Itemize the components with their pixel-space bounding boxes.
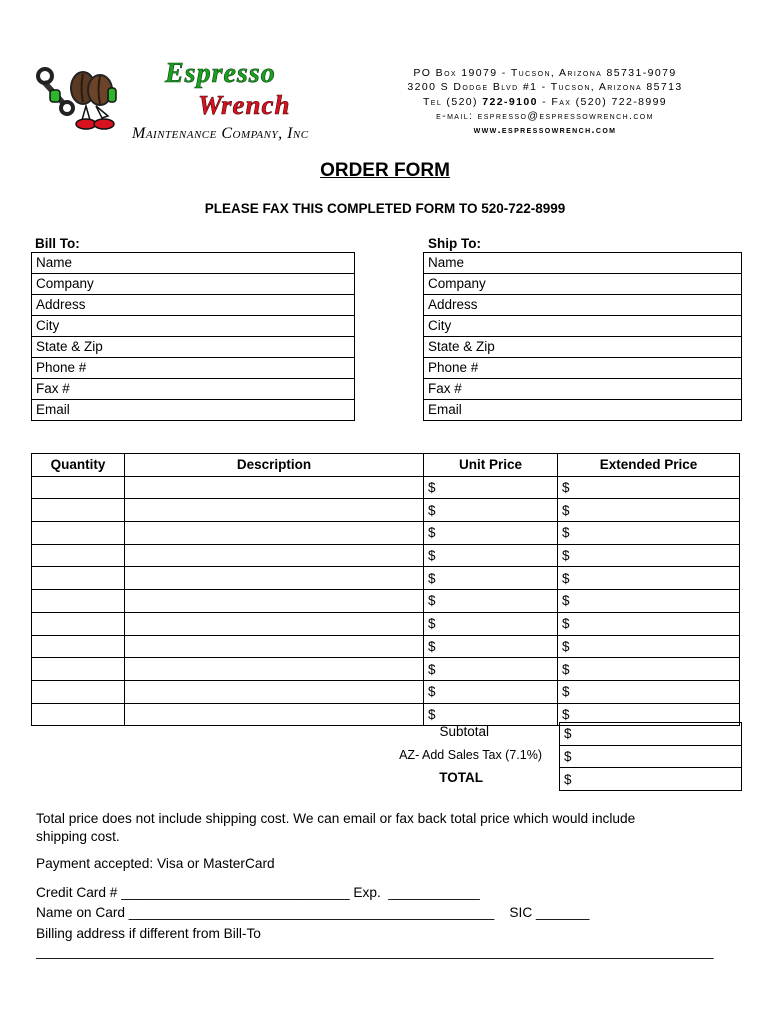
quantity-cell[interactable] <box>32 499 125 522</box>
subtotal-value-field[interactable]: $ <box>560 723 742 746</box>
description-cell[interactable] <box>125 544 424 567</box>
sales-tax-label <box>360 748 542 762</box>
company-address-block <box>360 66 730 137</box>
quantity-cell[interactable] <box>32 658 125 681</box>
unit-price-cell[interactable]: $ <box>424 703 558 726</box>
bill-to-state-zip-field[interactable]: State & Zip <box>32 337 355 358</box>
item-row <box>32 499 740 522</box>
quantity-cell[interactable] <box>32 476 125 499</box>
extended-price-cell[interactable]: $ <box>558 703 740 726</box>
ship-to-name-field[interactable]: Name <box>424 253 742 274</box>
extended-price-cell[interactable]: $ <box>558 680 740 703</box>
item-row <box>32 612 740 635</box>
shipping-note <box>36 810 635 846</box>
description-cell[interactable] <box>125 590 424 613</box>
item-row <box>32 476 740 499</box>
extended-price-cell[interactable]: $ <box>558 612 740 635</box>
bill-to-phone-field[interactable]: Phone # <box>32 358 355 379</box>
extended-price-cell[interactable]: $ <box>558 522 740 545</box>
description-header: Description <box>125 454 424 477</box>
unit-price-header: Unit Price <box>424 454 558 477</box>
extended-price-cell[interactable]: $ <box>558 499 740 522</box>
ship-to-city-field[interactable]: City <box>424 316 742 337</box>
item-row <box>32 544 740 567</box>
unit-price-cell[interactable]: $ <box>424 658 558 681</box>
tel-prefix: Tel (520) <box>422 95 483 108</box>
item-row <box>32 522 740 545</box>
item-row <box>32 590 740 613</box>
extended-price-cell[interactable]: $ <box>558 590 740 613</box>
ship-to-label: Ship To: <box>428 236 481 251</box>
unit-price-cell[interactable]: $ <box>424 522 558 545</box>
item-row <box>32 567 740 590</box>
description-cell[interactable] <box>125 567 424 590</box>
bill-to-email-field[interactable]: Email <box>32 400 355 421</box>
email-line: e-mail: espresso@espressowrench.com <box>436 109 654 122</box>
unit-price-cell[interactable]: $ <box>424 612 558 635</box>
address-line-1: PO Box 19079 - Tucson, Arizona 85731-9079 <box>413 67 677 79</box>
unit-price-cell[interactable]: $ <box>424 590 558 613</box>
quantity-cell[interactable] <box>32 590 125 613</box>
ship-to-table <box>423 252 742 421</box>
bill-to-name-field[interactable]: Name <box>32 253 355 274</box>
ship-to-state-zip-field[interactable]: State & Zip <box>424 337 742 358</box>
fax-number: - Fax (520) 722-8999 <box>537 95 668 108</box>
shipping-note-line-2: shipping cost. <box>36 829 120 844</box>
sales-tax-text: Add Sales Tax (7.1%) <box>422 748 542 762</box>
ship-to-address-field[interactable]: Address <box>424 295 742 316</box>
extended-price-cell[interactable]: $ <box>558 567 740 590</box>
ship-to-phone-field[interactable]: Phone # <box>424 358 742 379</box>
fax-instruction: PLEASE FAX THIS COMPLETED FORM TO 520-722-8999 <box>204 201 566 216</box>
subtotal-label: Subtotal <box>439 724 489 739</box>
quantity-cell[interactable] <box>32 544 125 567</box>
sales-tax-value-field[interactable]: $ <box>560 745 742 768</box>
description-cell[interactable] <box>125 522 424 545</box>
quantity-cell[interactable] <box>32 635 125 658</box>
credit-card-line[interactable]: Credit Card # ______________________________ Exp. ____________ <box>36 885 480 900</box>
page-title: ORDER FORM <box>320 160 450 181</box>
order-items-table <box>31 453 740 726</box>
total-value-field[interactable]: $ <box>560 768 742 791</box>
bill-to-city-field[interactable]: City <box>32 316 355 337</box>
bill-to-label: Bill To: <box>35 236 80 251</box>
ship-to-email-field[interactable]: Email <box>424 400 742 421</box>
description-cell[interactable] <box>125 476 424 499</box>
extended-price-header: Extended Price <box>558 454 740 477</box>
extended-price-cell[interactable]: $ <box>558 476 740 499</box>
totals-table <box>559 722 742 791</box>
unit-price-cell[interactable]: $ <box>424 635 558 658</box>
quantity-cell[interactable] <box>32 612 125 635</box>
quantity-cell[interactable] <box>32 680 125 703</box>
tel-number: 722-9100 <box>482 95 538 108</box>
quantity-cell[interactable] <box>32 703 125 726</box>
shipping-note-line-1: Total price does not include shipping cost. We can email or fax back total price which would include <box>36 811 636 826</box>
quantity-header: Quantity <box>32 454 125 477</box>
company-tagline: Maintenance Company, Inc <box>132 125 309 142</box>
unit-price-cell[interactable]: $ <box>424 680 558 703</box>
description-cell[interactable] <box>125 635 424 658</box>
total-label: TOTAL <box>439 770 483 785</box>
bill-to-address-field[interactable]: Address <box>32 295 355 316</box>
ship-to-company-field[interactable]: Company <box>424 274 742 295</box>
bill-to-company-field[interactable]: Company <box>32 274 355 295</box>
billing-address-label: Billing address if different from Bill-To <box>36 926 261 941</box>
item-row <box>32 635 740 658</box>
payment-note: Payment accepted: Visa or MasterCard <box>36 856 275 871</box>
billing-address-line[interactable]: _________________________________________________________________________________________ <box>36 944 714 959</box>
bill-to-fax-field[interactable]: Fax # <box>32 379 355 400</box>
ship-to-fax-field[interactable]: Fax # <box>424 379 742 400</box>
unit-price-cell[interactable]: $ <box>424 567 558 590</box>
phone-line <box>360 95 730 109</box>
wrench-mascot-logo <box>36 62 128 132</box>
unit-price-cell[interactable]: $ <box>424 476 558 499</box>
extended-price-cell[interactable]: $ <box>558 658 740 681</box>
description-cell[interactable] <box>125 658 424 681</box>
sales-tax-prefix: AZ- <box>399 748 423 762</box>
unit-price-cell[interactable]: $ <box>424 499 558 522</box>
extended-price-cell[interactable]: $ <box>558 544 740 567</box>
item-row <box>32 658 740 681</box>
name-on-card-line[interactable]: Name on Card ________________________________________________ SIC _______ <box>36 905 590 920</box>
company-name-line2: Wrench <box>198 90 291 120</box>
description-cell[interactable] <box>125 499 424 522</box>
extended-price-cell[interactable]: $ <box>558 635 740 658</box>
description-cell[interactable] <box>125 612 424 635</box>
address-line-2: 3200 S Dodge Blvd #1 - Tucson, Arizona 85713 <box>407 81 683 94</box>
unit-price-cell[interactable]: $ <box>424 544 558 567</box>
description-cell[interactable] <box>125 703 424 726</box>
company-name-line1: Espresso <box>165 58 276 89</box>
website-line: www.espressowrench.com <box>473 124 617 137</box>
quantity-cell[interactable] <box>32 522 125 545</box>
quantity-cell[interactable] <box>32 567 125 590</box>
item-rows <box>32 476 740 726</box>
description-cell[interactable] <box>125 680 424 703</box>
bill-to-table <box>31 252 355 421</box>
item-row <box>32 680 740 703</box>
